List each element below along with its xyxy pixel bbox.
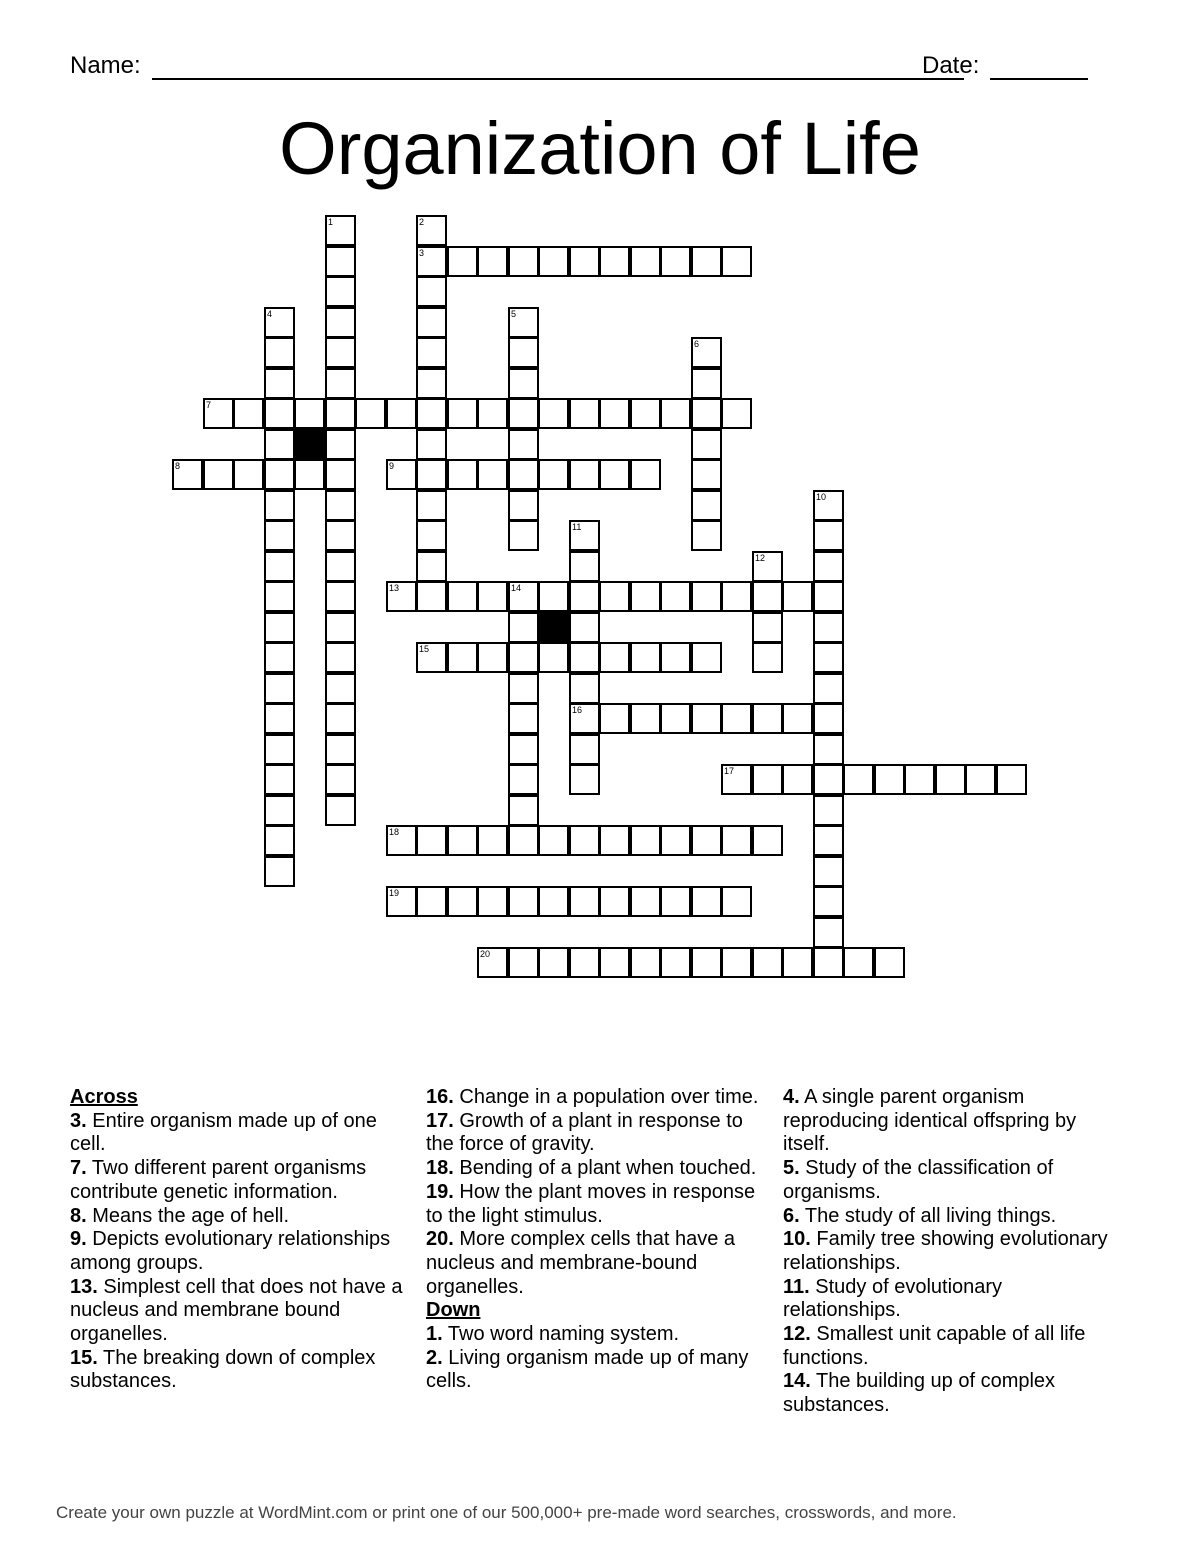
grid-cell[interactable]	[264, 520, 295, 551]
grid-cell[interactable]	[325, 429, 356, 460]
clue-number: 15	[419, 644, 430, 654]
grid-cell[interactable]	[264, 459, 295, 490]
grid-cell[interactable]	[386, 459, 417, 490]
grid-cell[interactable]	[569, 947, 600, 978]
grid-cell[interactable]	[721, 886, 752, 917]
clue-number: 6	[694, 339, 700, 349]
grid-cell[interactable]	[264, 398, 295, 429]
grid-cell[interactable]	[325, 612, 356, 643]
grid-cell[interactable]	[416, 551, 447, 582]
grid-cell[interactable]	[660, 947, 691, 978]
name-label: Name:	[70, 52, 141, 79]
grid-cell[interactable]	[721, 398, 752, 429]
grid-cell[interactable]	[721, 825, 752, 856]
grid-cell[interactable]	[508, 886, 539, 917]
clue-down-6: 6. The study of all living things.	[783, 1204, 1057, 1227]
grid-cell[interactable]	[416, 642, 447, 673]
grid-cell[interactable]	[660, 642, 691, 673]
date-label: Date:	[922, 52, 980, 79]
grid-cell[interactable]	[660, 398, 691, 429]
grid-cell[interactable]	[203, 459, 234, 490]
grid-cell[interactable]	[569, 459, 600, 490]
grid-cell[interactable]	[569, 825, 600, 856]
grid-cell[interactable]	[477, 398, 508, 429]
grid-cell[interactable]	[782, 947, 813, 978]
grid-cell[interactable]	[538, 947, 569, 978]
clue-down-5: 5. Study of the classification of organisms.	[783, 1157, 1054, 1203]
grid-cell[interactable]	[477, 581, 508, 612]
grid-cell[interactable]	[691, 459, 722, 490]
clue-number: 7	[206, 400, 212, 410]
clue-across-18: 18. Bending of a plant when touched.	[426, 1157, 757, 1180]
clue-number: 14	[511, 583, 522, 593]
grid-cell[interactable]	[172, 459, 203, 490]
grid-cell[interactable]	[691, 947, 722, 978]
grid-cell[interactable]	[721, 764, 752, 795]
clue-number: 17	[724, 766, 735, 776]
grid-cell[interactable]	[325, 734, 356, 765]
clue-down-14: 14. The building up of complex substances.	[783, 1370, 1056, 1417]
grid-cell[interactable]	[508, 459, 539, 490]
down-heading: Down	[426, 1299, 481, 1322]
grid-cell[interactable]	[813, 795, 844, 826]
grid-cell[interactable]	[264, 673, 295, 704]
grid-cell[interactable]	[264, 490, 295, 521]
grid-cell[interactable]	[386, 825, 417, 856]
grid-cell[interactable]	[538, 825, 569, 856]
grid-cell[interactable]	[569, 886, 600, 917]
grid-cell[interactable]	[935, 764, 966, 795]
grid-cell[interactable]	[264, 307, 295, 338]
grid-cell[interactable]	[508, 337, 539, 368]
clue-down-2: 2. Living organism made up of many cells.	[426, 1346, 749, 1393]
grid-cell[interactable]	[325, 520, 356, 551]
grid-cell[interactable]	[630, 703, 661, 734]
grid-cell[interactable]	[416, 246, 447, 277]
grid-cell[interactable]	[508, 429, 539, 460]
grid-cell[interactable]	[843, 764, 874, 795]
grid-cell[interactable]	[630, 398, 661, 429]
grid-cell[interactable]	[630, 642, 661, 673]
clue-number: 1	[328, 217, 334, 227]
grid-cell[interactable]	[813, 764, 844, 795]
grid-cell[interactable]	[233, 459, 264, 490]
grid-cell[interactable]	[691, 337, 722, 368]
grid-cell[interactable]	[416, 398, 447, 429]
grid-cell[interactable]	[477, 642, 508, 673]
grid-cell[interactable]	[691, 490, 722, 521]
grid-cell[interactable]	[599, 642, 630, 673]
grid-cell[interactable]	[508, 795, 539, 826]
grid-cell[interactable]	[508, 642, 539, 673]
grid-cell[interactable]	[660, 703, 691, 734]
grid-cell[interactable]	[630, 459, 661, 490]
clue-number: 16	[572, 705, 583, 715]
grid-cell[interactable]	[447, 459, 478, 490]
grid-cell[interactable]	[782, 581, 813, 612]
grid-cell[interactable]	[965, 764, 996, 795]
grid-cell[interactable]	[264, 642, 295, 673]
clue-number: 19	[389, 888, 400, 898]
clue-down-1: 1. Two word naming system.	[426, 1323, 680, 1346]
grid-cell[interactable]	[325, 795, 356, 826]
grid-cell[interactable]	[508, 490, 539, 521]
grid-cell[interactable]	[325, 490, 356, 521]
grid-cell[interactable]	[508, 947, 539, 978]
grid-cell[interactable]	[569, 703, 600, 734]
grid-cell[interactable]	[538, 398, 569, 429]
grid-cell[interactable]	[447, 246, 478, 277]
grid-cell[interactable]	[569, 612, 600, 643]
grid-cell[interactable]	[569, 246, 600, 277]
grid-cell[interactable]	[325, 307, 356, 338]
grid-cell[interactable]	[599, 459, 630, 490]
grid-cell[interactable]	[813, 917, 844, 948]
grid-cell[interactable]	[477, 886, 508, 917]
grid-cell[interactable]	[813, 642, 844, 673]
grid-cell[interactable]	[691, 368, 722, 399]
grid-cell[interactable]	[203, 398, 234, 429]
clue-across-20: 20. More complex cells that have a nucleus and membrane-bound organelles.	[426, 1228, 736, 1298]
grid-cell[interactable]	[538, 642, 569, 673]
grid-cell[interactable]	[691, 246, 722, 277]
clue-number: 9	[389, 461, 395, 471]
grid-cell[interactable]	[813, 734, 844, 765]
grid-cell[interactable]	[416, 276, 447, 307]
grid-cell[interactable]	[996, 764, 1027, 795]
grid-cell[interactable]	[325, 368, 356, 399]
grid-cell[interactable]	[660, 246, 691, 277]
clues-column-3	[783, 1086, 1123, 1418]
clue-down-4: 4. A single parent organism reproducing identical offspring by itself.	[783, 1086, 1077, 1156]
grid-cell[interactable]	[660, 886, 691, 917]
grid-cell[interactable]	[416, 368, 447, 399]
clue-down-11: 11. Study of evolutionary relationships.	[783, 1275, 1003, 1322]
clue-across-15: 15. The breaking down of complex substances.	[70, 1346, 376, 1393]
grid-cell[interactable]	[813, 490, 844, 521]
clue-across-9: 9. Depicts evolutionary relationships among groups.	[70, 1228, 391, 1274]
grid-cell[interactable]	[630, 886, 661, 917]
grid-cell[interactable]	[813, 947, 844, 978]
grid-cell[interactable]	[691, 581, 722, 612]
grid-cell[interactable]	[477, 459, 508, 490]
grid-cell[interactable]	[325, 764, 356, 795]
grid-cell[interactable]	[904, 764, 935, 795]
grid-cell[interactable]	[447, 398, 478, 429]
grid-cell[interactable]	[721, 947, 752, 978]
grid-cell[interactable]	[660, 581, 691, 612]
grid-cell[interactable]	[386, 886, 417, 917]
grid-cell[interactable]	[416, 490, 447, 521]
clue-across-19: 19. How the plant moves in response to the light stimulus.	[426, 1180, 756, 1227]
grid-cell[interactable]	[447, 886, 478, 917]
grid-cell[interactable]	[508, 581, 539, 612]
grid-cell[interactable]	[752, 642, 783, 673]
grid-cell[interactable]	[599, 581, 630, 612]
grid-cell[interactable]	[599, 703, 630, 734]
grid-cell[interactable]	[294, 398, 325, 429]
grid-cell[interactable]	[233, 398, 264, 429]
grid-cell[interactable]	[416, 886, 447, 917]
grid-cell[interactable]	[508, 734, 539, 765]
grid-cell[interactable]	[599, 947, 630, 978]
grid-cell[interactable]	[416, 215, 447, 246]
footer-credit: Create your own puzzle at WordMint.com or print one of our 500,000+ pre-made word searches, crosswords, and more.	[56, 1503, 957, 1522]
grid-cell[interactable]	[325, 703, 356, 734]
grid-cell[interactable]	[721, 703, 752, 734]
clue-number: 20	[480, 949, 491, 959]
grid-cell[interactable]	[508, 398, 539, 429]
clue-across-16: 16. Change in a population over time.	[426, 1086, 759, 1108]
grid-cell[interactable]	[508, 368, 539, 399]
grid-cell[interactable]	[630, 246, 661, 277]
grid-cell[interactable]	[813, 581, 844, 612]
grid-block	[294, 429, 325, 460]
grid-cell[interactable]	[599, 398, 630, 429]
grid-cell[interactable]	[264, 551, 295, 582]
grid-cell[interactable]	[264, 795, 295, 826]
grid-cell[interactable]	[447, 581, 478, 612]
grid-cell[interactable]	[508, 246, 539, 277]
grid-cell[interactable]	[416, 520, 447, 551]
grid-cell[interactable]	[569, 734, 600, 765]
grid-cell[interactable]	[325, 459, 356, 490]
grid-cell[interactable]	[416, 581, 447, 612]
grid-cell[interactable]	[538, 459, 569, 490]
grid-cell[interactable]	[691, 398, 722, 429]
grid-cell[interactable]	[721, 246, 752, 277]
grid-cell[interactable]	[325, 551, 356, 582]
grid-cell[interactable]	[264, 825, 295, 856]
grid-cell[interactable]	[691, 520, 722, 551]
clue-number: 4	[267, 309, 273, 319]
grid-cell[interactable]	[843, 947, 874, 978]
grid-cell[interactable]	[325, 215, 356, 246]
grid-cell[interactable]	[508, 703, 539, 734]
clue-number: 18	[389, 827, 400, 837]
grid-cell[interactable]	[569, 520, 600, 551]
clue-number: 2	[419, 217, 425, 227]
grid-cell[interactable]	[538, 581, 569, 612]
grid-cell[interactable]	[691, 429, 722, 460]
grid-cell[interactable]	[508, 520, 539, 551]
grid-cell[interactable]	[691, 825, 722, 856]
grid-cell[interactable]	[752, 703, 783, 734]
grid-cell[interactable]	[813, 520, 844, 551]
grid-cell[interactable]	[691, 703, 722, 734]
grid-cell[interactable]	[264, 703, 295, 734]
grid-cell[interactable]	[599, 825, 630, 856]
grid-cell[interactable]	[416, 429, 447, 460]
clue-number: 12	[755, 553, 766, 563]
grid-cell[interactable]	[752, 581, 783, 612]
grid-cell[interactable]	[447, 825, 478, 856]
clue-down-12: 12. Smallest unit capable of all life functions.	[783, 1323, 1086, 1369]
grid-cell[interactable]	[325, 398, 356, 429]
grid-cell[interactable]	[599, 886, 630, 917]
clue-across-13: 13. Simplest cell that does not have a nucleus and membrane bound organelles.	[70, 1275, 403, 1346]
grid-cell[interactable]	[569, 398, 600, 429]
grid-cell[interactable]	[416, 459, 447, 490]
grid-cell[interactable]	[508, 825, 539, 856]
grid-cell[interactable]	[569, 581, 600, 612]
grid-block	[538, 612, 569, 643]
grid-cell[interactable]	[813, 673, 844, 704]
clue-number: 5	[511, 309, 517, 319]
grid-cell[interactable]	[264, 337, 295, 368]
grid-cell[interactable]	[386, 398, 417, 429]
grid-cell[interactable]	[264, 856, 295, 887]
grid-cell[interactable]	[477, 825, 508, 856]
grid-cell[interactable]	[508, 612, 539, 643]
clue-number: 3	[419, 248, 425, 258]
grid-cell[interactable]	[477, 947, 508, 978]
grid-cell[interactable]	[874, 947, 905, 978]
grid-cell[interactable]	[355, 398, 386, 429]
grid-cell[interactable]	[325, 337, 356, 368]
grid-cell[interactable]	[569, 764, 600, 795]
grid-cell[interactable]	[813, 825, 844, 856]
grid-cell[interactable]	[264, 368, 295, 399]
grid-cell[interactable]	[752, 551, 783, 582]
grid-cell[interactable]	[874, 764, 905, 795]
clues-column-2	[426, 1086, 771, 1394]
grid-cell[interactable]	[508, 673, 539, 704]
grid-cell[interactable]	[630, 825, 661, 856]
grid-cell[interactable]	[538, 246, 569, 277]
grid-cell[interactable]	[416, 825, 447, 856]
grid-cell[interactable]	[569, 551, 600, 582]
grid-cell[interactable]	[813, 551, 844, 582]
grid-cell[interactable]	[264, 612, 295, 643]
grid-cell[interactable]	[599, 246, 630, 277]
grid-cell[interactable]	[569, 642, 600, 673]
clue-down-10: 10. Family tree showing evolutionary relationships.	[783, 1228, 1108, 1274]
grid-cell[interactable]	[660, 825, 691, 856]
grid-cell[interactable]	[630, 947, 661, 978]
grid-cell[interactable]	[538, 886, 569, 917]
clue-number: 13	[389, 583, 400, 593]
grid-cell[interactable]	[813, 612, 844, 643]
grid-cell[interactable]	[691, 642, 722, 673]
grid-cell[interactable]	[294, 459, 325, 490]
grid-cell[interactable]	[630, 581, 661, 612]
grid-cell[interactable]	[264, 581, 295, 612]
grid-cell[interactable]	[752, 947, 783, 978]
grid-cell[interactable]	[325, 276, 356, 307]
grid-cell[interactable]	[264, 734, 295, 765]
clue-across-8: 8. Means the age of hell.	[70, 1204, 290, 1227]
grid-cell[interactable]	[416, 307, 447, 338]
grid-cell[interactable]	[477, 246, 508, 277]
grid-cell[interactable]	[264, 429, 295, 460]
clue-number: 8	[175, 461, 181, 471]
grid-cell[interactable]	[325, 642, 356, 673]
clue-number: 10	[816, 492, 827, 502]
clue-across-7: 7. Two different parent organisms contribute genetic information.	[70, 1157, 367, 1203]
grid-cell[interactable]	[721, 581, 752, 612]
grid-cell[interactable]	[813, 886, 844, 917]
grid-cell[interactable]	[325, 673, 356, 704]
grid-cell[interactable]	[691, 886, 722, 917]
across-heading: Across	[70, 1086, 138, 1108]
grid-cell[interactable]	[447, 642, 478, 673]
clue-number: 11	[572, 522, 582, 532]
grid-cell[interactable]	[508, 307, 539, 338]
grid-cell[interactable]	[508, 764, 539, 795]
puzzle-title: Organization of Life	[279, 107, 921, 190]
grid-cell[interactable]	[325, 246, 356, 277]
grid-cell[interactable]	[752, 825, 783, 856]
grid-cell[interactable]	[264, 764, 295, 795]
grid-cell[interactable]	[416, 337, 447, 368]
grid-cell[interactable]	[325, 581, 356, 612]
clue-across-17: 17. Growth of a plant in response to the force of gravity.	[426, 1109, 743, 1156]
grid-cell[interactable]	[752, 612, 783, 643]
clue-across-3: 3. Entire organism made up of one cell.	[70, 1109, 377, 1156]
clues-column-1	[70, 1086, 410, 1394]
grid-cell[interactable]	[813, 703, 844, 734]
grid-cell[interactable]	[782, 764, 813, 795]
grid-cell[interactable]	[386, 581, 417, 612]
grid-cell[interactable]	[782, 703, 813, 734]
grid-cell[interactable]	[813, 856, 844, 887]
grid-cell[interactable]	[569, 673, 600, 704]
grid-cell[interactable]	[752, 764, 783, 795]
